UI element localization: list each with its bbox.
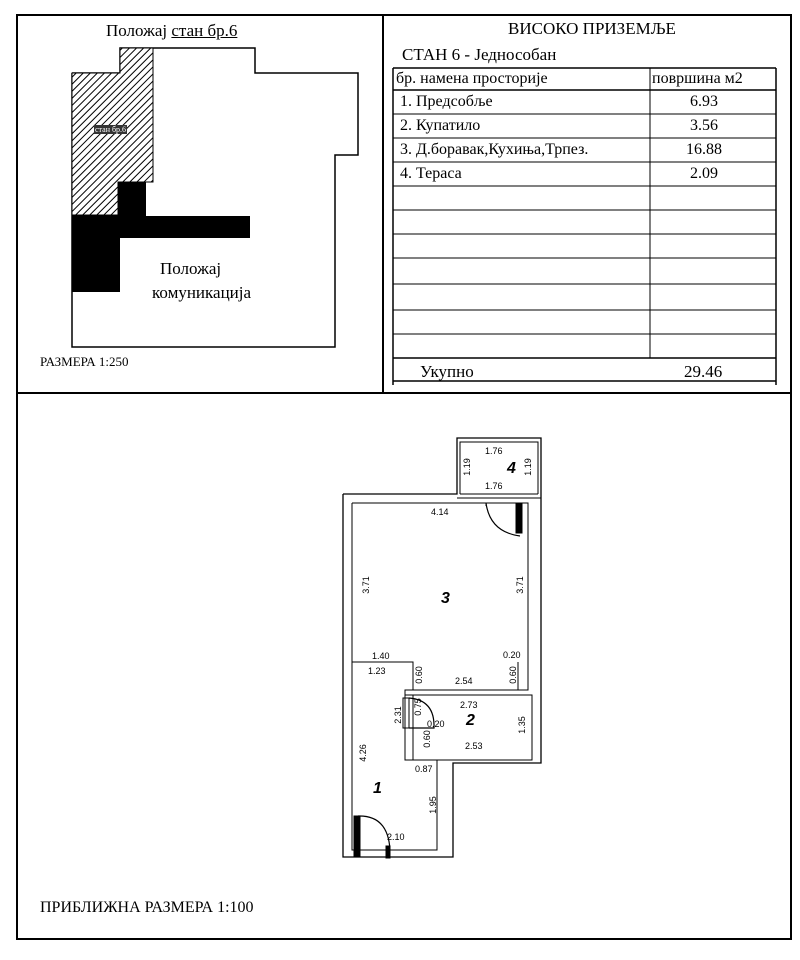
dim-label: 2.31 <box>392 706 403 724</box>
total-value: 29.46 <box>684 362 723 381</box>
dim-label: 0.60 <box>421 730 432 748</box>
dim-label: 4.14 <box>431 507 449 517</box>
dim-label: 0.60 <box>507 666 518 684</box>
dim-label: 2.73 <box>460 700 478 710</box>
dim-label: 1.19 <box>522 458 533 476</box>
dim-label: 2.10 <box>387 832 405 842</box>
dim-label: 2.53 <box>465 741 483 751</box>
row-room: 2. Купатило <box>400 117 481 134</box>
communication-label-1: Положај <box>160 259 222 278</box>
room-2-label: 2 <box>466 712 475 729</box>
room-table <box>393 68 776 385</box>
dim-label: 3.71 <box>360 576 371 594</box>
floor-title: ВИСОКО ПРИЗЕМЉЕ <box>508 19 676 38</box>
dim-label: 0.20 <box>503 650 521 660</box>
communication-label-2: комуникација <box>152 283 252 302</box>
location-title-prefix: Положај <box>106 21 172 40</box>
row-area: 6.93 <box>690 93 718 110</box>
col-area-header: површина м2 <box>652 70 743 87</box>
dim-label: 4.26 <box>357 744 368 762</box>
location-title <box>106 21 237 41</box>
location-title-apartment: стан бр.6 <box>171 21 238 40</box>
dim-label: 1.35 <box>516 716 527 734</box>
row-room: 4. Тераса <box>400 165 462 182</box>
dim-label: 1.76 <box>485 446 503 456</box>
dim-label: 1.40 <box>372 651 390 661</box>
location-scale: РАЗМЕРА 1:250 <box>40 354 129 369</box>
dim-label: 0.87 <box>415 764 433 774</box>
row-room: 3. Д.боравак,Кухиња,Трпез. <box>400 141 589 158</box>
hall-door-swing <box>358 816 390 850</box>
dim-label: 0.75 <box>412 698 423 716</box>
plan-scale: ПРИБЛИЖНА РАЗМЕРА 1:100 <box>40 899 254 916</box>
col-room-header: бр. намена просторије <box>396 70 548 87</box>
apartment-title: СТАН 6 - Једнособан <box>402 45 557 64</box>
dim-label: 1.76 <box>485 481 503 491</box>
terrace-door-swing <box>486 503 520 536</box>
dim-label: 0.20 <box>427 719 445 729</box>
room-1-label: 1 <box>373 780 382 797</box>
room-3-label: 3 <box>441 590 450 607</box>
row-area: 3.56 <box>690 117 718 134</box>
row-area: 2.09 <box>690 165 718 182</box>
dim-label: 1.23 <box>368 666 386 676</box>
dim-label: 1.95 <box>427 796 438 814</box>
room-4-label: 4 <box>507 460 516 477</box>
row-room: 1. Предсобље <box>400 93 493 110</box>
apartment-tag: стан бр.6 <box>95 125 127 134</box>
total-label: Укупно <box>420 362 474 381</box>
dim-label: 3.71 <box>514 576 525 594</box>
dim-label: 0.60 <box>413 666 424 684</box>
dim-label: 1.19 <box>461 458 472 476</box>
dim-label: 2.54 <box>455 676 473 686</box>
row-area: 16.88 <box>686 141 722 158</box>
